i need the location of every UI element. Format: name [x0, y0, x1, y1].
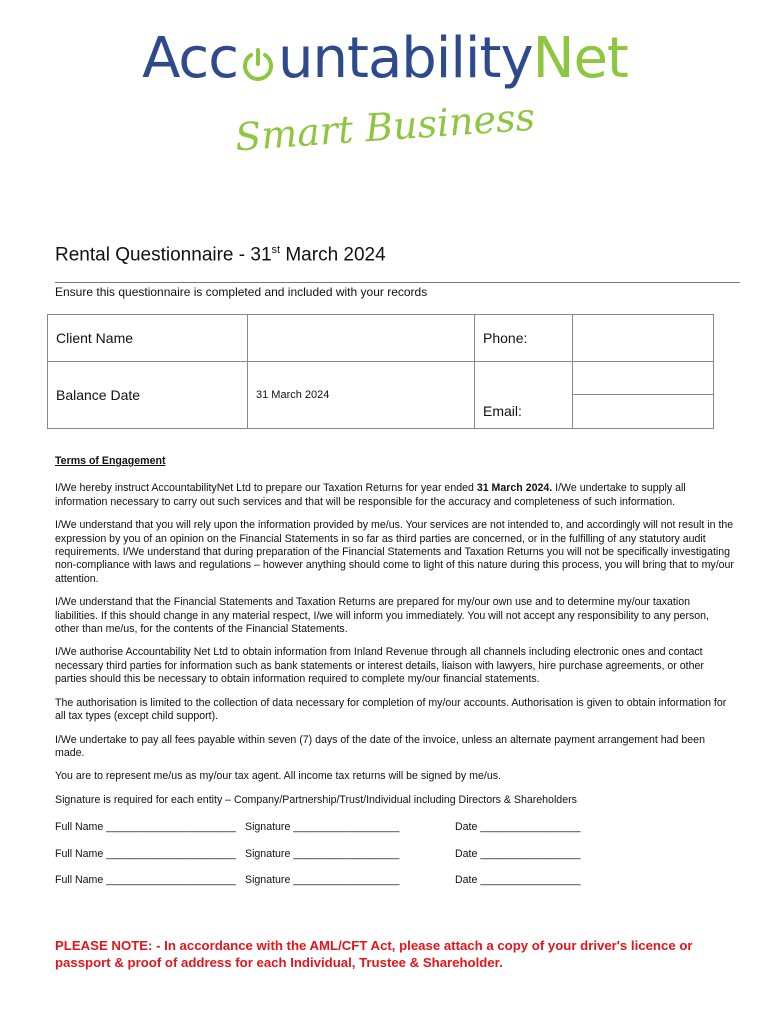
- title-divider: [55, 282, 740, 283]
- logo-tagline: Smart Business: [233, 94, 537, 160]
- date-field[interactable]: Date _________________: [455, 873, 581, 886]
- balance-date-value[interactable]: 31 March 2024: [248, 362, 475, 429]
- full-name-field[interactable]: Full Name ______________________: [55, 873, 236, 886]
- terms-paragraph: I/We understand that the Financial Statements and Taxation Returns are prepared for my/our own use and to determine my/our taxation liabilities. If this should change in any material respect, I/we will inform you immediately. You will not accept any responsibility to any person, other than me/us, for the contents of the Financial Statements.: [55, 596, 709, 636]
- company-logo: [0, 20, 770, 160]
- terms-heading: Terms of Engagement: [55, 455, 166, 467]
- page-title: Rental Questionnaire - 31st March 2024: [55, 244, 386, 266]
- signature-field[interactable]: Signature __________________: [245, 873, 400, 886]
- client-info-table: [47, 314, 714, 429]
- terms-paragraph: I/We undertake to pay all fees payable within seven (7) days of the date of the invoice, unless an alternate payment arrangement had been made.: [55, 733, 705, 759]
- email-field[interactable]: [573, 395, 714, 429]
- terms-of-engagement: [55, 455, 735, 900]
- full-name-field[interactable]: Full Name ______________________: [55, 821, 236, 834]
- phone-field[interactable]: [573, 315, 714, 362]
- date-field[interactable]: Date _________________: [455, 821, 581, 834]
- aml-notice: PLEASE NOTE: - In accordance with the AML/CFT Act, please attach a copy of your driver's licence or passport & proof of address for each Individual, Trustee & Shareholder.: [55, 938, 693, 970]
- phone-field-2[interactable]: [573, 362, 714, 395]
- logo-wordmark: Acc untabilityNet: [142, 26, 628, 91]
- phone-label: Phone:: [475, 315, 573, 362]
- terms-paragraph: I/We authorise Accountability Net Ltd to obtain information from Inland Revenue through all channels including electronic ones and contact necessary third parties for information such as bank statements or interest details, liaison with lawyers, hire purchase agreements, or other parties should this be necessary to obtain information required to complete my/our financial statements.: [55, 646, 704, 686]
- client-name-field[interactable]: [248, 315, 475, 362]
- client-name-label: Client Name: [48, 315, 248, 362]
- full-name-field[interactable]: Full Name ______________________: [55, 847, 236, 860]
- signature-field[interactable]: Signature __________________: [245, 821, 400, 834]
- signature-field[interactable]: Signature __________________: [245, 847, 400, 860]
- page-subtitle: Ensure this questionnaire is completed and included with your records: [55, 285, 428, 299]
- power-icon: [240, 47, 276, 83]
- signature-row: [55, 874, 735, 887]
- terms-paragraph: I/We understand that you will rely upon the information provided by me/us. Your services are not intended to, and accordingly will not result in the expression by you of an opinion on the Financial Statements in so far as third parties are concerned, or in the fulfilling of any statutory audit requirements. I/We understand that during preparation of the Financial Statements and Taxation Returns you will not be specifically investigating non-compliance with laws and regulations – however anything should come to light of this nature during this process, you will bring that to my/our attention.: [55, 519, 734, 585]
- terms-paragraph: You are to represent me/us as my/our tax agent. All income tax returns will be signed by me/us.: [55, 770, 501, 783]
- signature-row: [55, 821, 735, 834]
- date-field[interactable]: Date _________________: [455, 847, 581, 860]
- balance-date-label: Balance Date: [48, 362, 248, 429]
- terms-paragraph: The authorisation is limited to the collection of data necessary for completion of my/our accounts. Authorisation is given to obtain information for all tax types (except child support).: [55, 696, 727, 723]
- signature-row: [55, 848, 735, 861]
- signature-instructions: Signature is required for each entity – Company/Partnership/Trust/Individual including Directors & Shareholders: [55, 793, 577, 806]
- terms-paragraph: I/We hereby instruct AccountabilityNet Ltd to prepare our Taxation Returns for year ended 31 March 2024. I/We undertake to supply all information necessary to carry out such services and that will be responsible for the accuracy and completeness of such information.: [55, 482, 686, 508]
- phone-label-spacer: [475, 362, 573, 395]
- email-label: Email:: [475, 395, 573, 429]
